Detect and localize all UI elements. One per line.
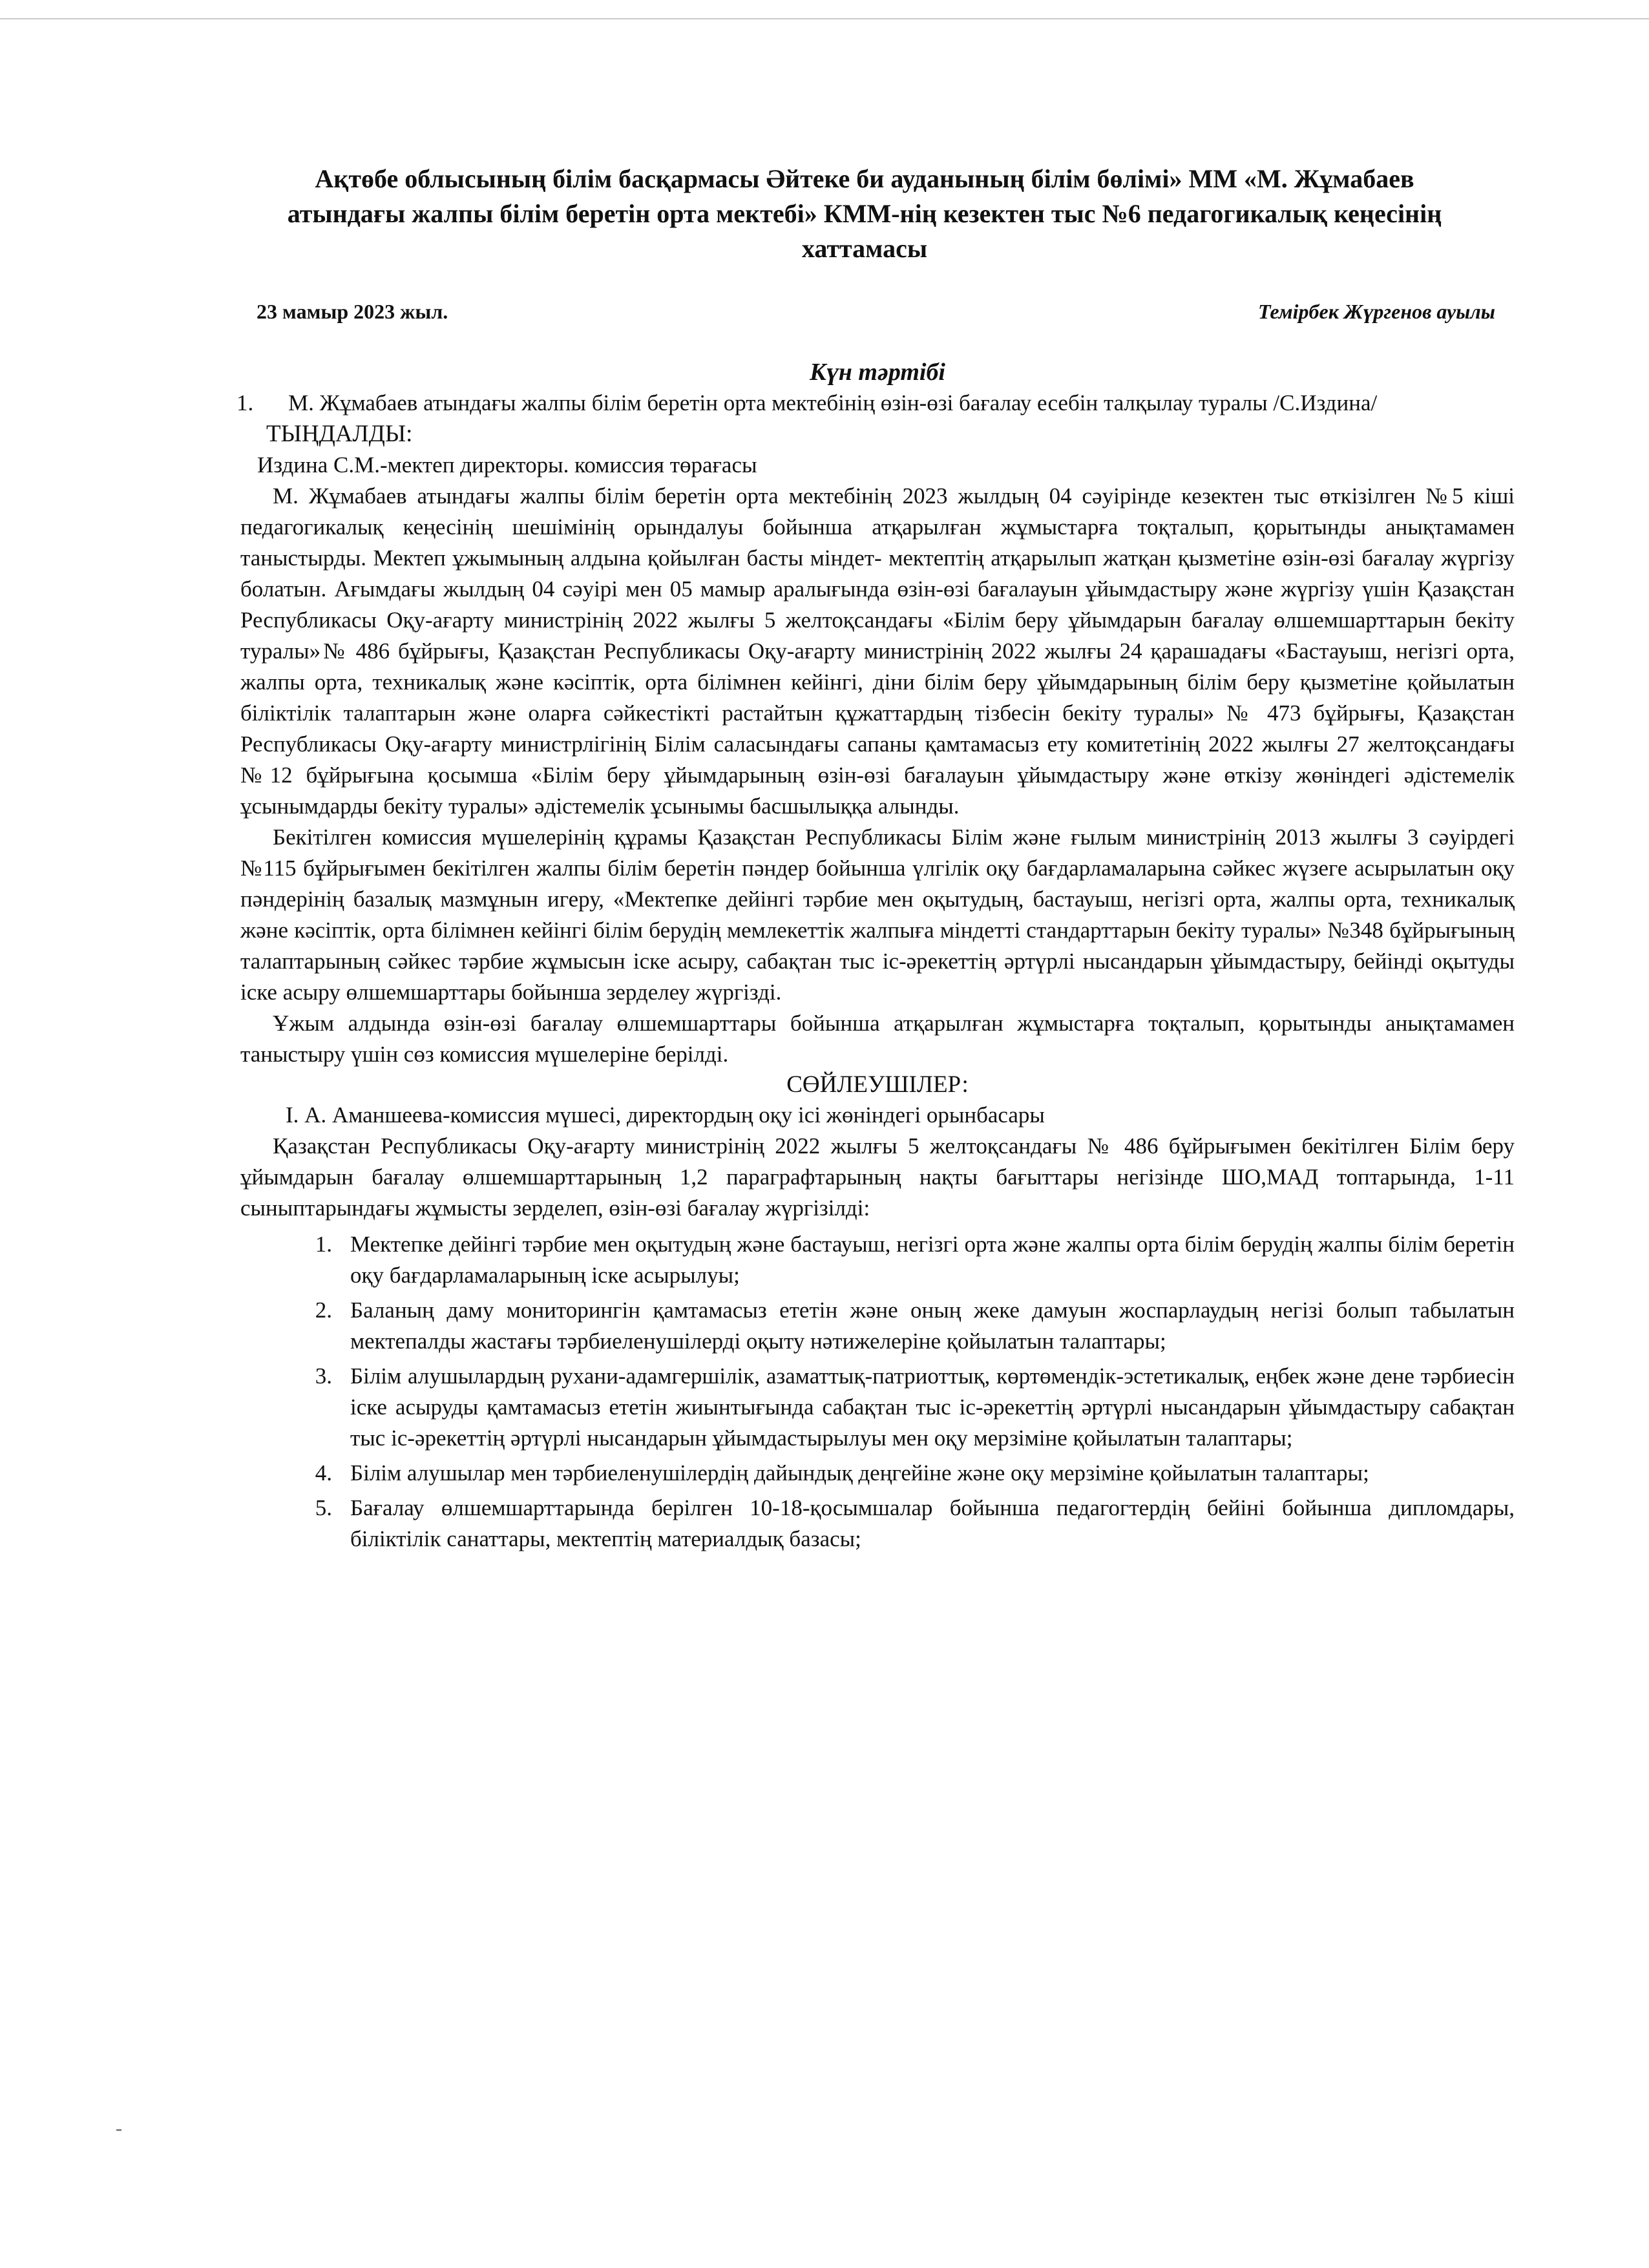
list-item-text: Бағалау өлшемшарттарында берілген 10-18-қосымшалар бойынша педагогтердің бейіні бойынша дипломдары, біліктілік санаттары, мектептің материалдық базасы; (350, 1495, 1515, 1551)
scan-speck (116, 2129, 121, 2131)
speakers-speaker: І. А. Аманшеева-комиссия мүшесі, директордың оқу ісі жөніндегі орынбасары (286, 1102, 1045, 1128)
list-item (240, 1493, 1515, 1555)
document-meta (240, 300, 1515, 339)
listened-paragraph-3: Ұжым алдында өзін-өзі бағалау өлшемшарттары бойынша атқарылған жұмыстарға тоқталып, қорытынды анықтамамен таныстыру үшін сөз комиссия мүшелеріне берілді. (240, 1011, 1515, 1067)
list-item-text: Баланың даму мониторингін қамтамасыз ететін және оның жеке дамуын жоспарлаудың негізі болып табылатын мектепалды жастағы тәрбиеленушілерді оқыту нәтижелеріне қойылатын талаптары; (350, 1297, 1515, 1354)
document-body (236, 388, 1515, 1555)
list-item-number: 2. (315, 1297, 332, 1323)
requirements-list (240, 1229, 1515, 1555)
list-item-text: Білім алушылардың рухани-адамгершілік, азаматтық-патриоттық, көртөмендік-эстетикалық, еңбек және дене тәрбиесін іске асыруды қамтамасыз ететін жиынтығында сабақтан тыс іс-әрекеттің әртүрлі нысандарын ұйымдастыру сабақтан тыс іс-әрекеттің әртүрлі нысандарын ұйымдастырылуы мен оқу мерзіміне қойылатын талаптары; (350, 1363, 1515, 1451)
listened-paragraph-1: М. Жұмабаев атындағы жалпы білім беретін орта мектебінің 2023 жылдың 04 сәуірінде кезектен тыс өткізілген №5 кіші педагогикалық кеңесінің шешімінің орындалуы бойынша атқарылған жұмыстарға тоқталып, қорытынды анықтамамен таныстырды. Мектеп ұжымының алдына қойылған басты міндет- мектептің атқарылып жатқан қызметіне өзін-өзі бағалау жүргізу болатын. Ағымдағы жылдың 04 сәуірі мен 05 мамыр аралығында өзін-өзі бағалауын ұйымдастыру және жүргізу үшін Қазақстан Республикасы Оқу-ағарту министрінің 2022 жылғы 5 желтоқсандағы «Білім беру ұйымдарын бағалау өлшемшарттарын бекіту туралы»№ 486 бұйрығы, Қазақстан Республикасы Оқу-ағарту министрінің 2022 жылғы 24 қарашадағы «Бастауыш, негізгі орта, жалпы орта, техникалық және кәсіптік, орта білімнен кейінгі, діни білім беру ұйымдарының білім беру қызметіне қойылатын біліктілік талаптарын және оларға сәйкестікті растайтын құжаттардың тізбесін бекіту туралы» № 473 бұйрығы, Қазақстан Республикасы Оқу-ағарту министрлігінің Білім саласындағы сапаны қамтамасыз ету комитетінің 2022 жылғы 27 желтоқсандағы №12 бұйрығына қосымша «Білім беру ұйымдарының өзін-өзі бағалауын ұйымдастыру және өткізу жөніндегі әдістемелік ұсынымдарды бекіту туралы» әдістемелік ұсынымы басшылыққа алынды. (240, 483, 1515, 819)
list-item-number: 3. (315, 1363, 332, 1389)
listened-paragraph-2: Бекітілген комиссия мүшелерінің құрамы Қазақстан Республикасы Білім және ғылым министрінің 2013 жылғы 3 сәуірдегі №115 бұйрығымен бекітілген жалпы білім беретін пәндер бойынша үлгілік оқу бағдарламаларына сәйкес жүзеге асырылатын оқу пәндерінің базалық мазмұнын игеру, «Мектепке дейінгі тәрбие мен оқытудың, бастауыш, негізгі орта, жалпы орта, техникалық және кәсіптік, орта білімнен кейінгі білім берудің мемлекеттік жалпыға міндетті стандарттарын бекіту туралы» №348 бұйрығының талаптарының сәйкес тәрбие жұмысын іске асыру, сабақтан тыс іс-әрекеттің әртүрлі нысандарын ұйымдастыру, бейінді оқытуды іске асыру өлшемшарттары бойынша зерделеу жүргізді. (240, 824, 1515, 1005)
list-item (240, 1458, 1515, 1489)
list-item-text: Білім алушылар мен тәрбиеленушілердің дайындық деңгейіне және оқу мерзіміне қойылатын талаптары; (350, 1460, 1369, 1486)
list-item (240, 1295, 1515, 1357)
document-page (236, 162, 1515, 1559)
agenda-item-text: М. Жұмабаев атындағы жалпы білім беретін орта мектебінің өзін-өзі бағалау есебін талқылау туралы /С.Издина/ (288, 390, 1378, 415)
document-date: 23 мамыр 2023 жыл. (257, 300, 448, 323)
list-item (240, 1361, 1515, 1454)
speakers-intro: Қазақстан Республикасы Оқу-ағарту министрінің 2022 жылғы 5 желтоқсандағы № 486 бұйрығымен бекітілген Білім беру ұйымдарын бағалау өлшемшарттарының 1,2 параграфтарының нақты бағыттары негізінде ШО,МАД топтарында, 1-11 сыныптарындағы жұмысты зерделеп, өзін-өзі бағалау жүргізілді: (240, 1133, 1515, 1221)
document-title: Ақтөбе облысының білім басқармасы Әйтеке би ауданының білім бөлімі» ММ «М. Жұмабаев атындағы жалпы білім беретін орта мектебі» КММ-нің кезектен тыс №6 педагогикалық кеңесінің хаттамасы (287, 164, 1442, 263)
list-item (240, 1229, 1515, 1291)
agenda-item (236, 388, 1515, 419)
scan-edge-line (0, 18, 1649, 19)
agenda-item-number: 1. (236, 390, 254, 415)
list-item-number: 1. (315, 1232, 332, 1257)
list-item-text: Мектепке дейінгі тәрбие мен оқытудың және бастауыш, негізгі орта және жалпы орта білім берудің жалпы білім беретін оқу бағдарламаларының іске асырылуы; (350, 1232, 1515, 1288)
listened-heading: ТЫҢДАЛДЫ: (266, 421, 413, 447)
speakers-heading: СӨЙЛЕУШІЛЕР: (786, 1071, 969, 1098)
agenda-title: Күн тәртібі (810, 359, 945, 386)
listened-speaker: Издина С.М.-мектеп директоры. комиссия төрағасы (257, 452, 757, 478)
list-item-number: 4. (315, 1460, 332, 1486)
document-place: Темірбек Жүргенов ауылы (1257, 300, 1495, 323)
list-item-number: 5. (315, 1495, 332, 1520)
